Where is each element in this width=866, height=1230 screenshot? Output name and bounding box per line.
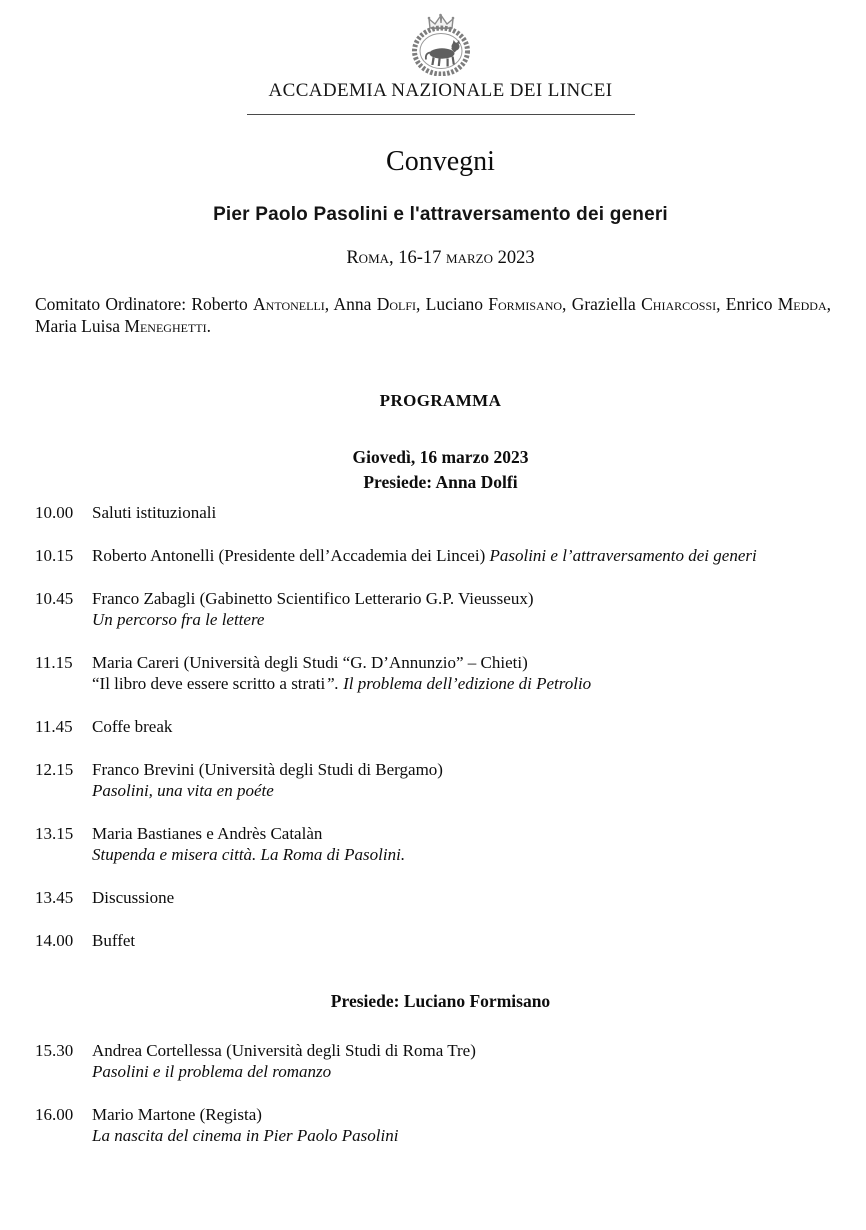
text-segment: Coffe break [92, 717, 173, 736]
text-segment: Antonelli [253, 294, 325, 314]
text-segment: Franco Zabagli (Gabinetto Scientifico Letterario G.P. Vieusseux) [92, 589, 534, 608]
crown-wreath-lynx-icon [408, 12, 474, 76]
schedule-description [92, 930, 846, 951]
schedule-line [92, 716, 846, 737]
schedule-description [92, 652, 846, 694]
text-segment: Maria Careri (Università degli Studi “G. D’Annunzio” – Chieti) [92, 653, 528, 672]
schedule-time: 13.45 [35, 888, 74, 907]
text-segment: Saluti istituzionali [92, 503, 217, 522]
text-segment: “Il libro deve essere scritto a strati [92, 674, 326, 693]
schedule-line [92, 930, 846, 951]
text-segment: Medda [777, 294, 827, 314]
schedule-line [92, 780, 846, 801]
text-segment: Maria Bastianes e Andrès Catalàn [92, 824, 323, 843]
schedule-time: 11.15 [35, 653, 73, 672]
schedule-line [92, 887, 846, 908]
schedule-line [92, 823, 846, 844]
session-chair-heading: Presiede: Anna Dolfi [363, 472, 518, 492]
schedule-description [92, 823, 846, 865]
schedule-line [92, 1061, 846, 1082]
schedule-item [35, 716, 846, 737]
schedule-time: 12.15 [35, 760, 74, 779]
text-segment: Mario Martone (Regista) [92, 1105, 262, 1124]
text-segment: , Luciano [416, 294, 489, 314]
schedule-line [92, 759, 846, 780]
program-heading: PROGRAMMA [379, 391, 502, 410]
schedule-line [92, 588, 846, 609]
schedule-item [35, 545, 846, 566]
institution-name: ACCADEMIA NAZIONALE DEI LINCEI [268, 80, 613, 101]
schedule-line [92, 673, 846, 694]
schedule-item [35, 652, 846, 694]
schedule-line [92, 545, 846, 566]
schedule-description [92, 1040, 846, 1082]
schedule-item [35, 823, 846, 865]
schedule-item [35, 502, 846, 523]
day-heading: Giovedì, 16 marzo 2023 [352, 447, 529, 467]
schedule-time: 10.00 [35, 503, 74, 522]
text-segment: Meneghetti [124, 316, 207, 336]
schedule-time: 15.30 [35, 1041, 74, 1060]
schedule-line [92, 502, 846, 523]
schedule-time: 10.45 [35, 589, 74, 608]
text-segment: Roberto Antonelli (Presidente dell’Accademia dei Lincei) [92, 546, 490, 565]
schedule-time: 16.00 [35, 1105, 74, 1124]
schedule-time: 10.15 [35, 546, 74, 565]
committee-line [35, 293, 831, 337]
text-segment: Chiarcossi [641, 294, 717, 314]
session-chair-heading: Presiede: Luciano Formisano [330, 991, 551, 1011]
text-segment: Formisano [488, 294, 563, 314]
text-segment: Pasolini, una vita en poéte [92, 781, 274, 800]
schedule-description [92, 502, 846, 523]
lincei-crest-logo [408, 12, 474, 76]
schedule-line [92, 1125, 846, 1146]
schedule-description [92, 1104, 846, 1146]
schedule-time: 14.00 [35, 931, 74, 950]
schedule-item [35, 1104, 846, 1146]
schedule-line [92, 1104, 846, 1125]
program-sessions [35, 472, 846, 1146]
text-segment: Comitato Ordinatore: Roberto [35, 294, 254, 314]
text-segment: , Enrico [716, 294, 778, 314]
text-segment: , Maria Luisa [35, 294, 831, 336]
text-segment: Un percorso fra le lettere [92, 610, 265, 629]
text-segment: ”. Il problema dell’edizione di Petrolio [325, 674, 592, 693]
text-segment: Dolfi [376, 294, 416, 314]
schedule-description [92, 887, 846, 908]
schedule-time: 13.15 [35, 824, 74, 843]
text-segment: Stupenda e misera città. La Roma di Pasolini. [92, 845, 406, 864]
schedule-item [35, 1040, 846, 1082]
text-segment: , Graziella [562, 294, 642, 314]
schedule-item [35, 759, 846, 801]
text-segment: La nascita del cinema in Pier Paolo Pasolini [92, 1126, 399, 1145]
schedule-line [92, 652, 846, 673]
schedule-line [92, 1040, 846, 1061]
text-segment: Pasolini e il problema del romanzo [92, 1062, 332, 1081]
place-date: Roma, 16-17 marzo 2023 [346, 248, 535, 268]
schedule-item [35, 887, 846, 908]
text-segment: Discussione [92, 888, 175, 907]
schedule-description [92, 716, 846, 737]
schedule-line [92, 609, 846, 630]
text-segment: , Anna [324, 294, 377, 314]
schedule-description [92, 588, 846, 630]
schedule-item [35, 930, 846, 951]
header-divider [247, 114, 635, 115]
schedule-description [92, 759, 846, 801]
schedule-line [92, 844, 846, 865]
schedule-time: 11.45 [35, 717, 73, 736]
text-segment: Buffet [92, 931, 136, 950]
series-title: Convegni [386, 146, 495, 177]
text-segment: Franco Brevini (Università degli Studi di Bergamo) [92, 760, 443, 779]
text-segment: . [206, 316, 212, 336]
schedule-description [92, 545, 846, 566]
text-segment: Andrea Cortellessa (Università degli Studi di Roma Tre) [92, 1041, 476, 1060]
text-segment: Pasolini e l’attraversamento dei generi [489, 546, 757, 565]
conference-title: Pier Paolo Pasolini e l'attraversamento dei generi [213, 204, 668, 225]
schedule-item [35, 588, 846, 630]
